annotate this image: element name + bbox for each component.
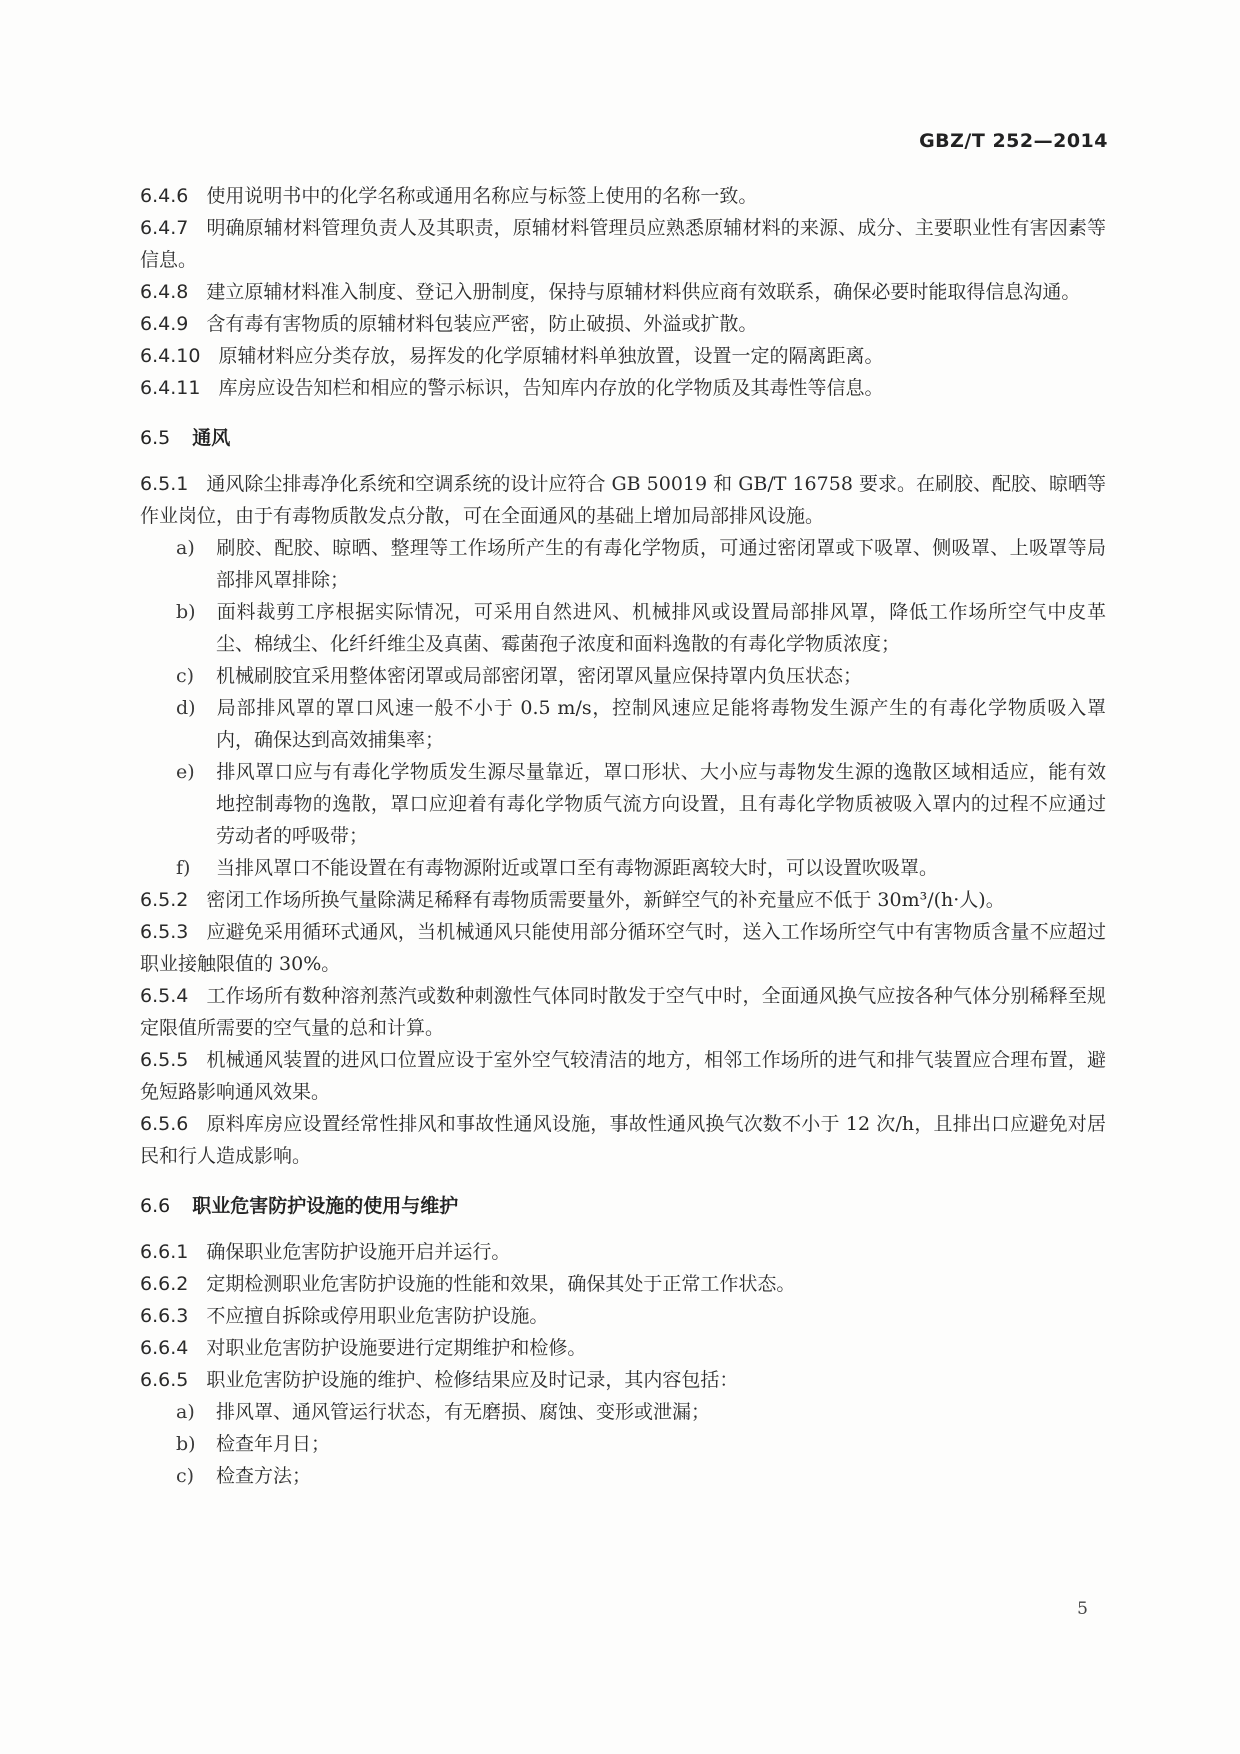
list-label: e) [176, 761, 195, 783]
clause-number: 6.6.1 [140, 1241, 189, 1263]
list-text: 当排风罩口不能设置在有毒物源附近或罩口至有毒物源距离较大时，可以设置吹吸罩。 [216, 857, 939, 879]
list-label: a) [176, 537, 195, 559]
clause-number: 6.6.4 [140, 1337, 189, 1359]
list-item [140, 756, 1106, 852]
clause-6-4-11 [140, 372, 1106, 404]
clause-6-4-9 [140, 308, 1106, 340]
clause-text: 库房应设告知栏和相应的警示标识，告知库内存放的化学物质及其毒性等信息。 [218, 377, 884, 399]
list-item [140, 596, 1106, 660]
list-text: 面料裁剪工序根据实际情况，可采用自然进风、机械排风或设置局部排风罩，降低工作场所空气中皮革尘、棉绒尘、化纤纤维尘及真菌、霉菌孢子浓度和面料逸散的有毒化学物质浓度； [216, 601, 1106, 655]
list-item [140, 1396, 1106, 1428]
section-heading-6-5 [140, 422, 1106, 454]
clause-6-4-10 [140, 340, 1106, 372]
clause-text: 含有毒有害物质的原辅材料包装应严密，防止破损、外溢或扩散。 [206, 313, 758, 335]
list-item [140, 1460, 1106, 1492]
clause-number: 6.5.1 [140, 473, 189, 495]
list-text: 检查方法； [216, 1465, 312, 1487]
clause-text: 不应擅自拆除或停用职业危害防护设施。 [206, 1305, 549, 1327]
list-label: b) [176, 1433, 196, 1455]
list-label: c) [176, 1465, 195, 1487]
clause-6-5-1 [140, 468, 1106, 532]
clause-text: 对职业危害防护设施要进行定期维护和检修。 [206, 1337, 587, 1359]
section-heading-6-6 [140, 1190, 1106, 1222]
clause-text: 工作场所有数种溶剂蒸汽或数种刺激性气体同时散发于空气中时，全面通风换气应按各种气体分别稀释至规定限值所需要的空气量的总和计算。 [140, 985, 1106, 1039]
clause-number: 6.5.3 [140, 921, 189, 943]
list-label: b) [176, 601, 196, 623]
clause-6-5-2 [140, 884, 1106, 916]
clause-text: 建立原辅材料准入制度、登记入册制度，保持与原辅材料供应商有效联系，确保必要时能取得信息沟通。 [206, 281, 1081, 303]
list-label: d) [176, 697, 196, 719]
section-title: 职业危害防护设施的使用与维护 [192, 1195, 459, 1217]
clause-number: 6.5.2 [140, 889, 189, 911]
section-number: 6.6 [140, 1195, 171, 1217]
clause-number: 6.4.11 [140, 377, 201, 399]
clause-number: 6.5.5 [140, 1049, 189, 1071]
page-body [140, 180, 1106, 1492]
list-item [140, 532, 1106, 596]
list-item [140, 660, 1106, 692]
clause-6-6-5 [140, 1364, 1106, 1396]
clause-number: 6.4.9 [140, 313, 189, 335]
list-text: 刷胶、配胶、晾晒、整理等工作场所产生的有毒化学物质，可通过密闭罩或下吸罩、侧吸罩、上吸罩等局部排风罩排除； [216, 537, 1106, 591]
clause-6-4-8 [140, 276, 1106, 308]
clause-text: 职业危害防护设施的维护、检修结果应及时记录，其内容包括： [206, 1369, 739, 1391]
standard-number: GBZ/T 252—2014 [919, 130, 1108, 152]
list-text: 局部排风罩的罩口风速一般不小于 0.5 m/s，控制风速应足能将毒物发生源产生的有毒化学物质吸入罩内，确保达到高效捕集率； [216, 697, 1106, 751]
list-text: 机械刷胶宜采用整体密闭罩或局部密闭罩，密闭罩风量应保持罩内负压状态； [216, 665, 863, 687]
page-number: 5 [1077, 1599, 1088, 1619]
clause-6-5-4 [140, 980, 1106, 1044]
clause-text: 原料库房应设置经常性排风和事故性通风设施，事故性通风换气次数不小于 12 次/h，且排出口应避免对居民和行人造成影响。 [140, 1113, 1106, 1167]
list-text: 排风罩口应与有毒化学物质发生源尽量靠近，罩口形状、大小应与毒物发生源的逸散区域相适应，能有效地控制毒物的逸散，罩口应迎着有毒化学物质气流方向设置，且有毒化学物质被吸入罩内的过程不应通过劳动者的呼吸带； [216, 761, 1106, 847]
section-number: 6.5 [140, 427, 171, 449]
list-label: a) [176, 1401, 195, 1423]
clause-6-6-4 [140, 1332, 1106, 1364]
list-label: f) [176, 857, 191, 879]
clause-number: 6.6.3 [140, 1305, 189, 1327]
clause-text: 使用说明书中的化学名称或通用名称应与标签上使用的名称一致。 [206, 185, 758, 207]
clause-text: 机械通风装置的进风口位置应设于室外空气较清洁的地方，相邻工作场所的进气和排气装置应合理布置，避免短路影响通风效果。 [140, 1049, 1106, 1103]
clause-text: 密闭工作场所换气量除满足稀释有毒物质需要量外，新鲜空气的补充量应不低于 30m³/(h·人)。 [206, 889, 1005, 911]
clause-6-6-2 [140, 1268, 1106, 1300]
clause-text: 原辅材料应分类存放，易挥发的化学原辅材料单独放置，设置一定的隔离距离。 [218, 345, 884, 367]
clause-number: 6.4.7 [140, 217, 189, 239]
clause-number: 6.5.6 [140, 1113, 189, 1135]
clause-6-5-3 [140, 916, 1106, 980]
clause-number: 6.6.5 [140, 1369, 189, 1391]
clause-text: 明确原辅材料管理负责人及其职责，原辅材料管理员应熟悉原辅材料的来源、成分、主要职业性有害因素等信息。 [140, 217, 1106, 271]
clause-6-6-1 [140, 1236, 1106, 1268]
clause-6-5-6 [140, 1108, 1106, 1172]
list-text: 检查年月日； [216, 1433, 331, 1455]
clause-number: 6.5.4 [140, 985, 189, 1007]
clause-number: 6.4.10 [140, 345, 201, 367]
clause-text: 定期检测职业危害防护设施的性能和效果，确保其处于正常工作状态。 [206, 1273, 796, 1295]
list-text: 排风罩、通风管运行状态，有无磨损、腐蚀、变形或泄漏； [216, 1401, 711, 1423]
list-label: c) [176, 665, 195, 687]
section-title: 通风 [192, 427, 231, 449]
list-item [140, 1428, 1106, 1460]
clause-number: 6.4.8 [140, 281, 189, 303]
clause-number: 6.6.2 [140, 1273, 189, 1295]
clause-number: 6.4.6 [140, 185, 189, 207]
list-item [140, 852, 1106, 884]
clause-6-6-3 [140, 1300, 1106, 1332]
clause-6-4-7 [140, 212, 1106, 276]
clause-text: 确保职业危害防护设施开启并运行。 [206, 1241, 511, 1263]
list-item [140, 692, 1106, 756]
clause-6-4-6 [140, 180, 1106, 212]
clause-text: 应避免采用循环式通风，当机械通风只能使用部分循环空气时，送入工作场所空气中有害物质含量不应超过职业接触限值的 30%。 [140, 921, 1106, 975]
clause-text: 通风除尘排毒净化系统和空调系统的设计应符合 GB 50019 和 GB/T 16758 要求。在刷胶、配胶、晾晒等作业岗位，由于有毒物质散发点分散，可在全面通风的基础上增加局部排风设施。 [140, 473, 1106, 527]
clause-6-5-5 [140, 1044, 1106, 1108]
